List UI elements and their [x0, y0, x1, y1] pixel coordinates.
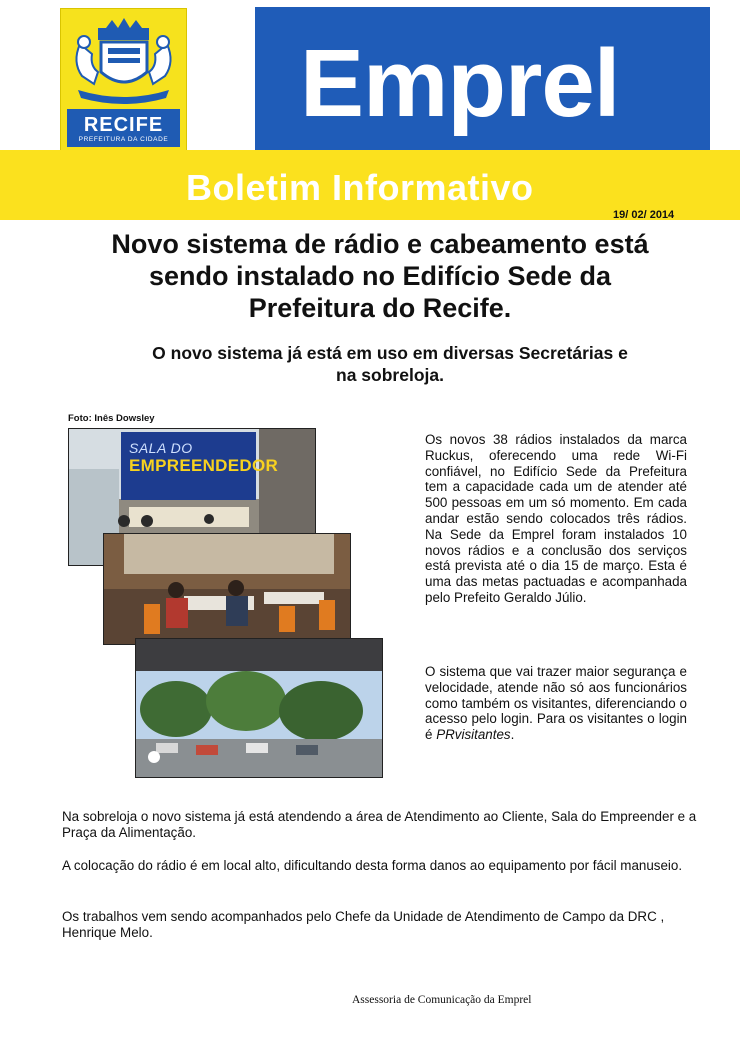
sign-text: EMPREENDEDOR	[129, 456, 279, 475]
subheadline-line: O novo sistema já está em uso em diversas Secretárias e	[152, 343, 628, 363]
article-headline	[40, 228, 720, 324]
visitor-login-suffix: .	[510, 727, 515, 743]
visitor-login: PRvisitantes	[436, 727, 511, 743]
recife-coat-of-arms-icon	[68, 14, 179, 106]
logo-name-band	[67, 109, 180, 147]
system-paragraph-text: O sistema que vai trazer maior segurança e velocidade, atende não só aos funcionários como também os visitantes, diferenciando o acesso pelo login. Para os visitantes o login é	[425, 664, 687, 743]
system-paragraph	[425, 664, 687, 743]
radio-placement-paragraph: A colocação do rádio é em local alto, dificultando desta forma danos ao equipamento por fácil manuseio.	[62, 858, 683, 873]
issue-date: 19/ 02/ 2014	[613, 209, 675, 221]
mezzanine-paragraph: Na sobreloja o novo sistema já está atendendo a área de Atendimento ao Cliente, Sala do Empreender e a Praça da Alimentação.	[62, 809, 697, 840]
logo-city-name: RECIFE	[83, 114, 164, 136]
logo-subtitle: PREFEITURA DA CIDADE	[78, 136, 169, 143]
article-subheadline	[80, 342, 700, 386]
brand-name: Emprel	[300, 30, 620, 137]
sign-text: SALA DO	[129, 440, 193, 456]
photo-credit: Foto: Inês Dowsley	[68, 413, 155, 424]
photo-window-view	[135, 638, 383, 778]
intro-paragraph: Os novos 38 rádios instalados da marca Ruckus, oferecendo uma rede Wi-Fi confiável, no Edifício Sede da Prefeitura tem a capacidade cada um de atender até 500 pessoas em um só momento. Em cada andar estão sendo colocados três rádios. Na Sede da Emprel foram instalados 10 novos rádios e a conclusão dos serviços está prevista até o dia 15 de março. Esta é uma das metas pactuadas e acompanhada pelo Prefeito Geraldo Júlio.	[425, 432, 687, 605]
subheadline-line: na sobreloja.	[336, 365, 444, 385]
recife-logo	[60, 8, 187, 152]
footer-credit: Assessoria de Comunicação da Emprel	[352, 994, 532, 1006]
sign-banner	[121, 432, 279, 500]
works-paragraph: Os trabalhos vem sendo acompanhados pelo Chefe da Unidade de Atendimento de Campo da DRC , Henrique Melo.	[62, 909, 665, 940]
headline-line: Novo sistema de rádio e cabeamento está	[111, 229, 649, 259]
headline-line: sendo instalado no Edifício Sede da	[148, 261, 612, 291]
bulletin-title: Boletim Informativo	[186, 167, 534, 208]
photo-cafeteria	[103, 533, 351, 645]
headline-line: Prefeitura do Recife.	[248, 293, 512, 323]
